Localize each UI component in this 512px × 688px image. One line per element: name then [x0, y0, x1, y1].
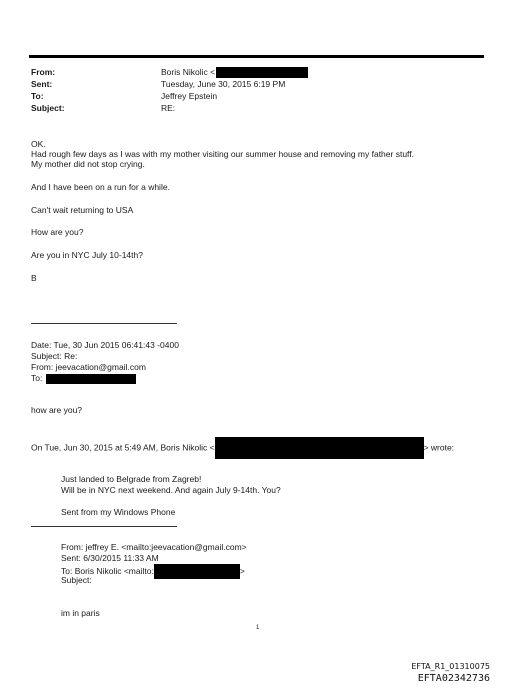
- quoted-to-suffix: >: [239, 565, 245, 576]
- body-line: Had rough few days as I was with my mother visiting our summer house and removing my father stuff.: [31, 149, 414, 159]
- subject-value: RE:: [161, 103, 176, 113]
- quoted-to: [31, 373, 136, 384]
- body-line: Are you in NYC July 10-14th?: [31, 250, 143, 260]
- footer-id-primary: EFTA_R1_01310075: [411, 662, 490, 671]
- body-signature: B: [31, 273, 37, 283]
- from-value: [161, 67, 308, 78]
- quoted-line: Just landed to Belgrade from Zagreb!: [61, 474, 202, 484]
- quoted-on-suffix: > wrote:: [423, 442, 455, 453]
- from-name: Boris Nikolic <: [161, 67, 216, 77]
- subject-label: Subject:: [31, 103, 65, 113]
- redaction-box: [215, 437, 424, 459]
- quoted-on-prefix: On Tue, Jun 30, 2015 at 5:49 AM, Boris Nikolic <: [31, 442, 215, 453]
- redaction-box: [216, 67, 308, 78]
- from-label: From:: [31, 67, 56, 77]
- quoted-message: how are you?: [31, 405, 83, 415]
- quoted-line: Will be in NYC next weekend. And again July 9-14th. You?: [61, 485, 281, 495]
- quoted-to-label: To:: [31, 373, 43, 383]
- separator: [31, 323, 177, 324]
- quoted-message: im in paris: [61, 608, 100, 618]
- quoted-signature: Sent from my Windows Phone: [61, 507, 176, 517]
- separator: [31, 526, 177, 527]
- quoted-sent: Sent: 6/30/2015 11:33 AM: [61, 553, 159, 563]
- body-line: My mother did not stop crying.: [31, 159, 145, 169]
- sent-value: Tuesday, June 30, 2015 6:19 PM: [161, 79, 286, 89]
- quoted-from: From: jeffrey E. <mailto:jeevacation@gmail.com>: [61, 542, 247, 552]
- quoted-date: Date: Tue, 30 Jun 2015 06:41:43 -0400: [31, 340, 179, 350]
- redaction-box: [46, 374, 136, 384]
- to-value: Jeffrey Epstein: [161, 91, 218, 101]
- quoted-on-line: [31, 437, 454, 459]
- body-line: Can't wait returning to USA: [31, 205, 134, 215]
- redaction-box: [154, 564, 240, 579]
- quoted-from: From: jeevacation@gmail.com: [31, 362, 146, 372]
- quoted-subject: Subject: Re:: [31, 351, 78, 361]
- page-number: 1: [256, 625, 260, 631]
- sent-label: Sent:: [31, 79, 53, 89]
- footer-id-secondary: EFTA02342736: [417, 673, 490, 684]
- body-line: And I have been on a run for a while.: [31, 182, 170, 192]
- body-line: How are you?: [31, 227, 84, 237]
- quoted-to-prefix: To: Boris Nikolic <mailto:: [61, 565, 154, 576]
- quoted-subject: Subject:: [61, 575, 92, 585]
- to-label: To:: [31, 91, 44, 101]
- top-rule: [29, 55, 484, 58]
- body-line: OK.: [31, 139, 46, 149]
